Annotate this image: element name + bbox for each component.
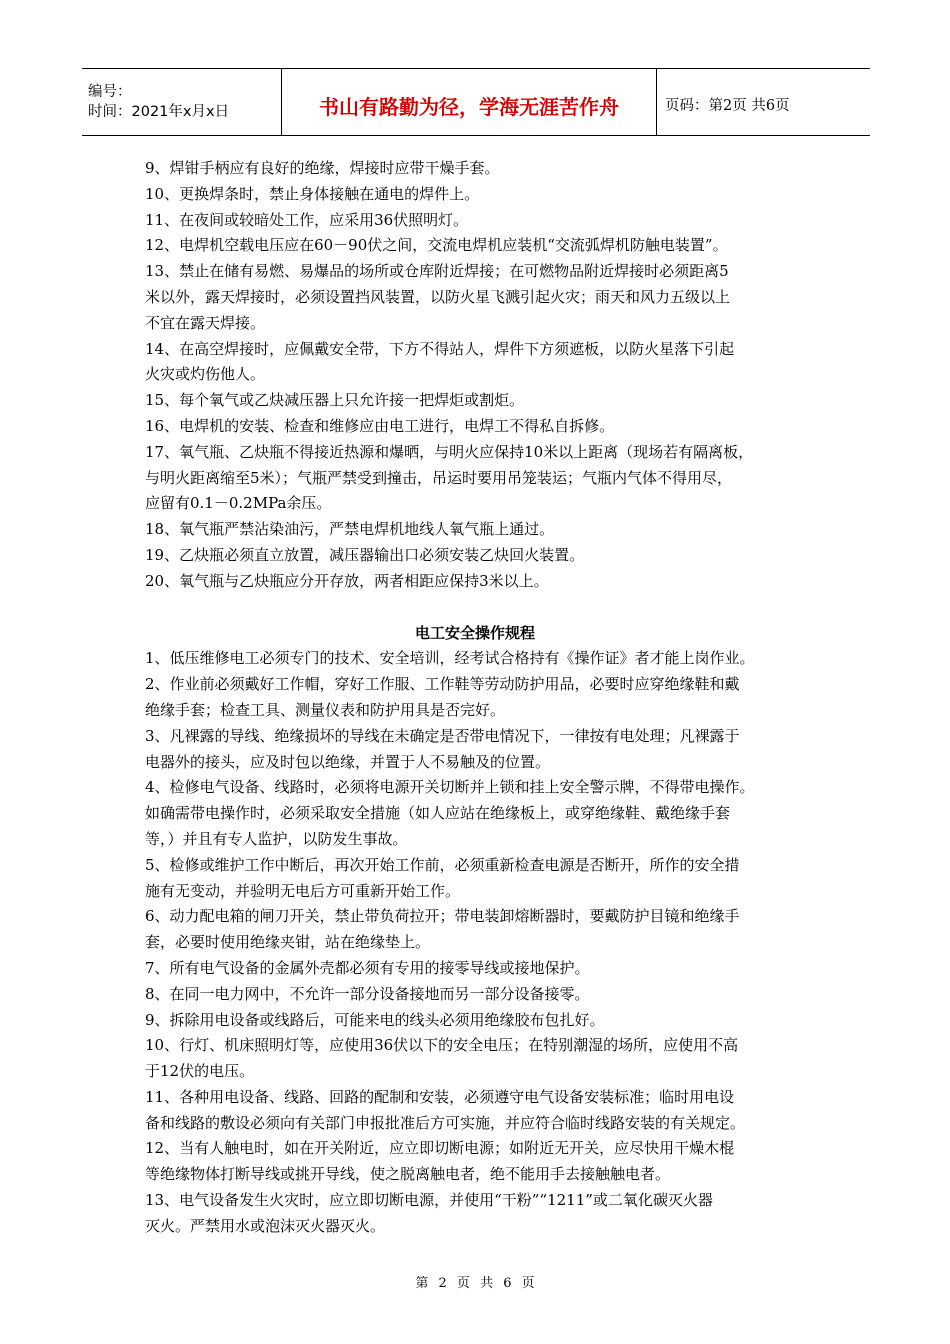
welding-rules-section [145, 156, 805, 595]
text-line: 灭火。严禁用水或泡沫灭火器灭火。 [145, 1216, 386, 1235]
text-line: 11、各种用电设备、线路、回路的配制和安装，必须遵守电气设备安装标准；临时用电设 [145, 1087, 735, 1106]
text-line: 12、电焊机空载电压应在60－90伏之间，交流电焊机应装机“交流弧焊机防触电装置”。 [145, 236, 728, 255]
text-line: 11、在夜间或较暗处工作，应采用36伏照明灯。 [145, 210, 469, 229]
page-header [82, 68, 870, 136]
page-footer [0, 1272, 950, 1291]
text-line: 6、动力配电箱的闸刀开关，禁止带负荷拉开；带电装卸熔断器时，要戴防护目镜和绝缘手 [145, 907, 740, 926]
text-line: 10、更换焊条时，禁止身体接触在通电的焊件上。 [145, 184, 480, 203]
section-title: 电工安全操作规程 [414, 623, 535, 642]
text-line: 14、在高空焊接时，应佩戴安全带，下方不得站人，焊件下方须遮板，以防火星落下引起 [145, 339, 735, 358]
text-line: 备和线路的敷设必须向有关部门申报批准后方可实施，并应符合临时线路安装的有关规定。 [145, 1113, 746, 1132]
footer-ye: 页 [456, 1276, 470, 1291]
footer-page-number: 2 [438, 1276, 447, 1291]
footer-ye: 页 [521, 1276, 535, 1291]
text-line: 应留有0.1－0.2MPa余压。 [145, 494, 332, 513]
text-line: 15、每个氧气或乙炔减压器上只允许接一把焊炬或割炬。 [145, 391, 525, 410]
header-slogan-cell [282, 69, 657, 135]
footer-di: 第 [415, 1276, 429, 1291]
text-line: 9、焊钳手柄应有良好的绝缘，焊接时应带干燥手套。 [145, 159, 500, 177]
text-line: 8、在同一电力网中，不允许一部分设备接地而另一部分设备接零。 [145, 984, 590, 1003]
text-line: 12、当有人触电时，如在开关附近，应立即切断电源；如附近无开关，应尽快用干燥木棍 [145, 1139, 735, 1158]
text-line: 套，必要时使用绝缘夹钳，站在绝缘垫上。 [145, 933, 431, 952]
text-line: 16、电焊机的安装、检查和维修应由电工进行，电焊工不得私自拆修。 [145, 416, 615, 435]
text-line: 3、凡裸露的导线、绝缘损坏的导线在未确定是否带电情况下，一律按有电处理；凡裸露于 [145, 726, 740, 745]
text-line: 10、行灯、机床照明灯等，应使用36伏以下的安全电压；在特别潮湿的场所，应使用不高 [145, 1036, 739, 1055]
text-line: 13、禁止在储有易燃、易爆品的场所或仓库附近焊接；在可燃物品附近焊接时必须距离5 [145, 262, 729, 281]
text-line: 等绝缘物体打断导线或挑开导线，使之脱离触电者，绝不能用手去接触触电者。 [145, 1165, 671, 1184]
document-body [145, 156, 805, 1240]
text-line: 7、所有电气设备的金属外壳都必须有专用的接零导线或接地保护。 [145, 958, 590, 977]
section-gap [145, 595, 805, 621]
text-line: 不宜在露天焊接。 [145, 313, 266, 332]
text-line: 17、氧气瓶、乙炔瓶不得接近热源和爆晒，与明火应保持10米以上距离（现场若有隔离板， [145, 442, 754, 461]
text-line: 20、氧气瓶与乙炔瓶应分开存放，两者相距应保持3米以上。 [145, 571, 549, 590]
text-line: 19、乙炔瓶必须直立放置，减压器输出口必须安装乙炔回火装置。 [145, 545, 585, 564]
text-line: 1、低压维修电工必须专门的技术、安全培训，经考试合格持有《操作证》者才能上岗作业。 [145, 649, 755, 668]
text-line: 米以外，露天焊接时，必须设置挡风装置，以防火星飞溅引起火灾；雨天和风力五级以上 [145, 287, 731, 306]
text-line: 于12伏的电压。 [145, 1062, 255, 1081]
time-label: 时间：2021年x月x日 [88, 104, 230, 120]
text-line: 如确需带电操作时，必须采取安全措施（如人应站在绝缘板上，或穿绝缘鞋、戴绝缘手套 [145, 804, 731, 823]
header-page-cell [657, 69, 870, 135]
footer-gong: 共 [480, 1276, 494, 1291]
text-line: 5、检修或维护工作中断后，再次开始工作前，必须重新检查电源是否断开，所作的安全措 [145, 855, 740, 874]
text-line: 9、拆除用电设备或线路后，可能来电的线头必须用绝缘胶布包扎好。 [145, 1010, 605, 1029]
text-line: 4、检修电气设备、线路时，必须将电源开关切断并上锁和挂上安全警示牌，不得带电操作。 [145, 778, 755, 797]
text-line: 与明火距离缩至5米）；气瓶严禁受到撞击，吊运时要用吊笼装运；气瓶内气体不得用尽， [145, 468, 733, 487]
text-line: 施有无变动，并验明无电后方可重新开始工作。 [145, 881, 461, 900]
page-label: 页码：第2页 共6页 [665, 97, 790, 114]
code-label: 编号： [88, 84, 132, 100]
text-line: 2、作业前必须戴好工作帽，穿好工作服、工作鞋等劳动防护用品，必要时应穿绝缘鞋和戴 [145, 675, 740, 694]
text-line: 绝缘手套；检查工具、测量仪表和防护用具是否完好。 [145, 700, 506, 719]
text-line: 18、氧气瓶严禁沾染油污，严禁电焊机地线人氧气瓶上通过。 [145, 520, 555, 539]
electrical-rules-section [145, 646, 805, 1239]
text-line: 火灾或灼伤他人。 [145, 365, 266, 384]
header-meta [82, 69, 282, 135]
text-line: 电器外的接头，应及时包以绝缘，并置于人不易触及的位置。 [145, 752, 551, 771]
slogan: 书山有路勤为径，学海无涯苦作舟 [319, 94, 619, 119]
text-line: 13、电气设备发生火灾时，应立即切断电源，并使用“干粉”“1211”或二氧化碳灭火器 [145, 1191, 713, 1210]
footer-total-pages: 6 [503, 1276, 512, 1291]
text-line: 等，）并且有专人监护，以防发生事故。 [145, 829, 408, 848]
